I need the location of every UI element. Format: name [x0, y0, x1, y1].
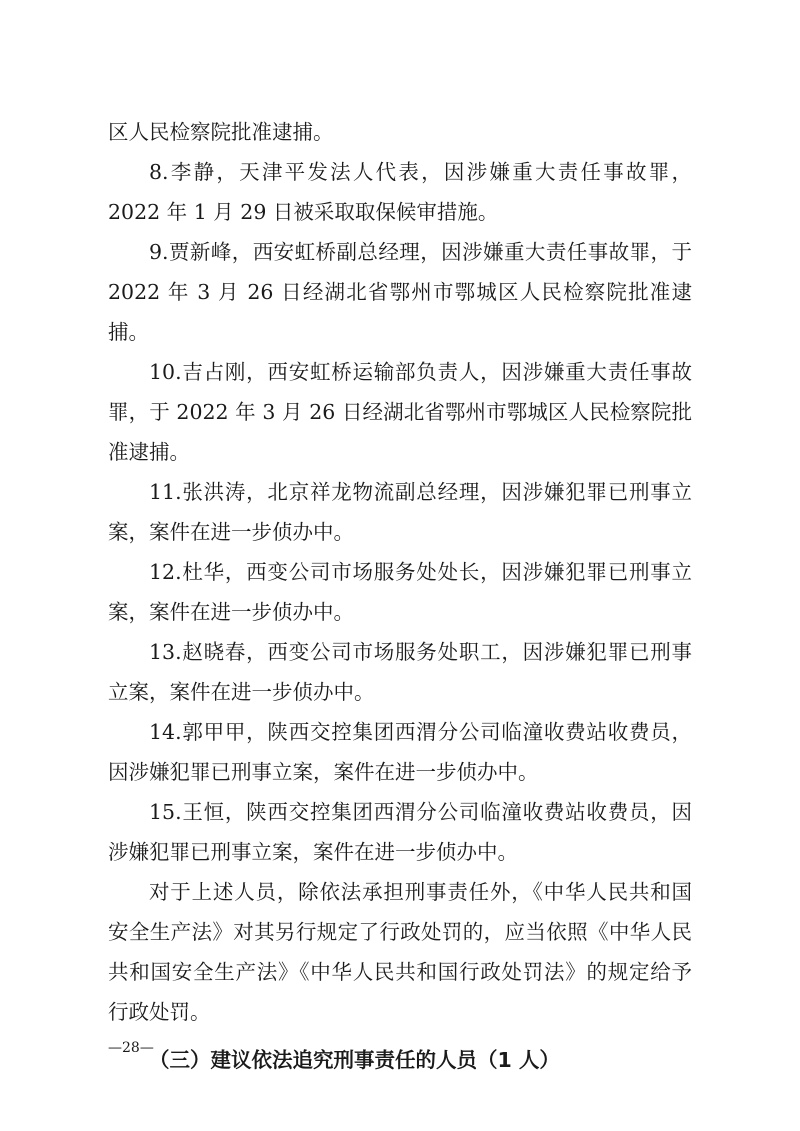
- paragraph-item-8: 8.李静，天津平发法人代表，因涉嫌重大责任事故罪，2022 年 1 月 29 日被采取取保候审措施。: [108, 160, 692, 224]
- paragraph-item-10: 10.吉占刚，西安虹桥运输部负责人，因涉嫌重大责任事故罪，于 2022 年 3 月 26 日经湖北省鄂州市鄂城区人民检察院批准逮捕。: [108, 360, 692, 464]
- paragraph-item-11: 11.张洪涛，北京祥龙物流副总经理，因涉嫌犯罪已刑事立案，案件在进一步侦办中。: [108, 480, 692, 544]
- paragraph-item-14: 14.郭甲甲，陕西交控集团西渭分公司临潼收费站收费员，因涉嫌犯罪已刑事立案，案件在进一步侦办中。: [108, 720, 692, 784]
- paragraph-item-15: 15.王恒，陕西交控集团西渭分公司临潼收费站收费员，因涉嫌犯罪已刑事立案，案件在进一步侦办中。: [108, 800, 692, 864]
- paragraph-item-13: 13.赵晓春，西变公司市场服务处职工，因涉嫌犯罪已刑事立案，案件在进一步侦办中。: [108, 640, 692, 704]
- paragraph-continuation: 区人民检察院批准逮捕。: [108, 120, 334, 144]
- paragraph-item-12: 12.杜华，西变公司市场服务处处长，因涉嫌犯罪已刑事立案，案件在进一步侦办中。: [108, 560, 692, 624]
- document-body: [108, 112, 692, 1080]
- section-heading: （三）建议依法追究刑事责任的人员（1 人）: [149, 1048, 560, 1072]
- page-number: —28—: [108, 1040, 154, 1056]
- paragraph-item-9: 9.贾新峰，西安虹桥副总经理，因涉嫌重大责任事故罪，于 2022 年 3 月 26 日经湖北省鄂州市鄂城区人民检察院批准逮捕。: [108, 240, 692, 344]
- paragraph-summary: 对于上述人员，除依法承担刑事责任外，《中华人民共和国安全生产法》对其另行规定了行政处罚的，应当依照《中华人民共和国安全生产法》《中华人民共和国行政处罚法》的规定给予行政处罚。: [108, 880, 692, 1024]
